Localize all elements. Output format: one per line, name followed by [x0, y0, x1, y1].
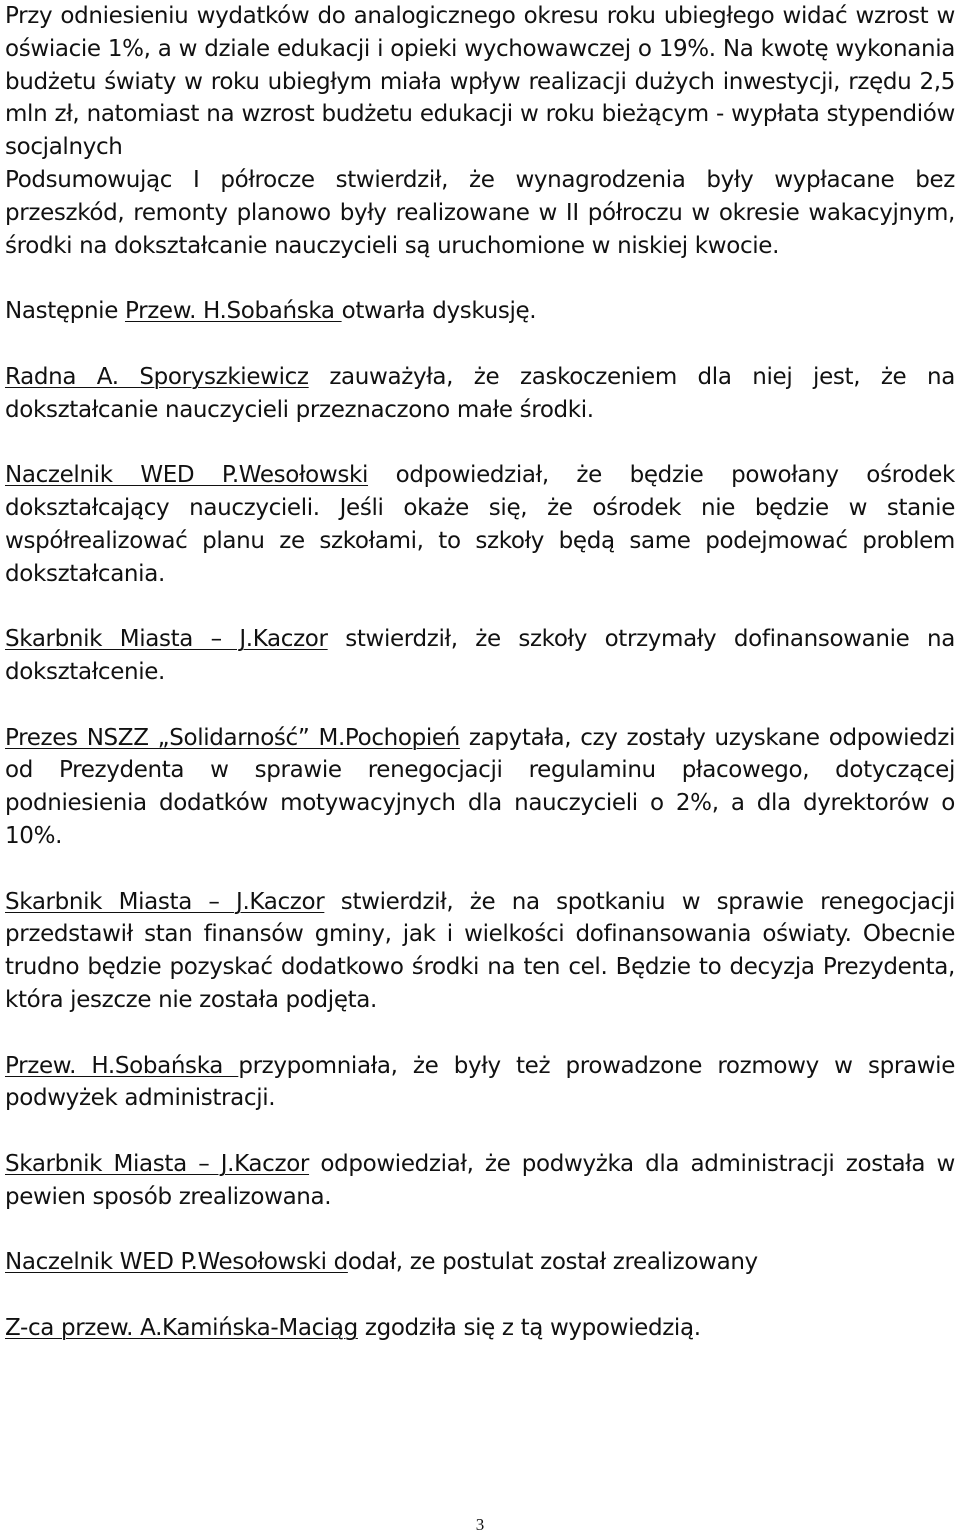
paragraph-text: odał, ze postulat został zrealizowany [347, 1249, 758, 1276]
speaker-name: Skarbnik Miasta – J.Kaczor [5, 626, 328, 653]
speaker-name: Naczelnik WED P.Wesołowski [5, 462, 369, 489]
speaker-name: Skarbnik Miasta – J.Kaczor [5, 888, 325, 915]
paragraph-text: odpowiedział, że będzie powołany ośrodek dokształcający nauczycieli. Jeśli okaże się, że ośrodek nie będzie w stanie współrealizować planu ze szkołami, to szkoły będą same podejmować problem dokształcania. [5, 462, 955, 587]
paragraph-text: odpowiedział, że podwyżka dla administracji została w pewien sposób zrealizowana. [5, 1150, 955, 1210]
paragraph-prefix: Następnie [5, 298, 125, 325]
paragraph-statement [5, 886, 955, 1017]
paragraph-text: zauważyła, że zaskoczeniem dla niej jest, że na dokształcanie nauczycieli przeznaczono małe środki. [5, 363, 955, 423]
speaker-name: Skarbnik Miasta – J.Kaczor [5, 1150, 310, 1177]
speaker-name: Naczelnik WED P.Wesołowski d [5, 1249, 348, 1276]
page-number: 3 [475, 1515, 485, 1534]
paragraph-half-year-summary [5, 164, 955, 262]
paragraph-text: stwierdził, że na spotkaniu w sprawie renegocjacji przedstawił stan finansów gminy, jak i wielkości dofinansowania oświaty. Obecnie trudno będzie pozyskać dodatkowo środki na ten cel. Będzie to decyzja Prezydenta, która jeszcze nie została podjęta. [5, 888, 955, 1013]
speaker-name: Z-ca przew. A.Kamińska-Maciąg [5, 1314, 358, 1341]
paragraph-text: stwierdził, że szkoły otrzymały dofinansowanie na dokształcenie. [5, 626, 955, 685]
paragraph-text: zapytała, czy zostały uzyskane odpowiedzi od Prezydenta w sprawie renegocjacji regulaminu płacowego, dotyczącej podniesienia dodatków motywacyjnych dla nauczycieli o 2%, a dla dyrektorów o 10%. [5, 724, 955, 849]
paragraph-statement [5, 722, 955, 853]
paragraph-statement [5, 361, 955, 427]
paragraph-text: przypomniała, że były też prowadzone rozmowy w sprawie podwyżek administracji. [5, 1052, 955, 1112]
paragraph-statement [5, 623, 955, 689]
paragraph-text: Przy odniesieniu wydatków do analogicznego okresu roku ubiegłego widać wzrost w oświacie 1%, a w dziale edukacji i opieki wychowawczej o 19%. Na kwotę wykonania budżetu światy w roku ubiegłym miała wpływ realizacji dużych inwestycji, rzędu 2,5 mln zł, natomiast na wzrost budżetu edukacji w roku bieżącym - wypłata stypendiów socjalnych [5, 3, 955, 161]
paragraph-statement [5, 1148, 955, 1214]
document-page [5, 0, 955, 1345]
paragraph-text: Podsumowując I półrocze stwierdził, że wynagrodzenia były wypłacane bez przeszkód, remonty planowo były realizowane w II półroczu w okresie wakacyjnym, środki na dokształcanie nauczycieli są uruchomione w niskiej kwocie. [5, 166, 955, 259]
paragraph-statement [5, 459, 955, 590]
paragraph-statement [5, 1050, 955, 1116]
paragraph-statement [5, 1246, 955, 1279]
paragraph-text: zgodziła się z tą wypowiedzią. [357, 1314, 701, 1341]
speaker-name: Przew. H.Sobańska [124, 298, 342, 325]
paragraph-statement [5, 1312, 955, 1345]
paragraph-expenditure-summary [5, 0, 955, 164]
speaker-name: Prezes NSZZ „Solidarność” M.Pochopień [5, 724, 460, 751]
speaker-name: Radna A. Sporyszkiewicz [5, 363, 309, 390]
speaker-name: Przew. H.Sobańska [5, 1052, 239, 1079]
paragraph-text: otwarła dyskusję. [341, 298, 537, 325]
paragraph-discussion-opened [5, 295, 955, 328]
